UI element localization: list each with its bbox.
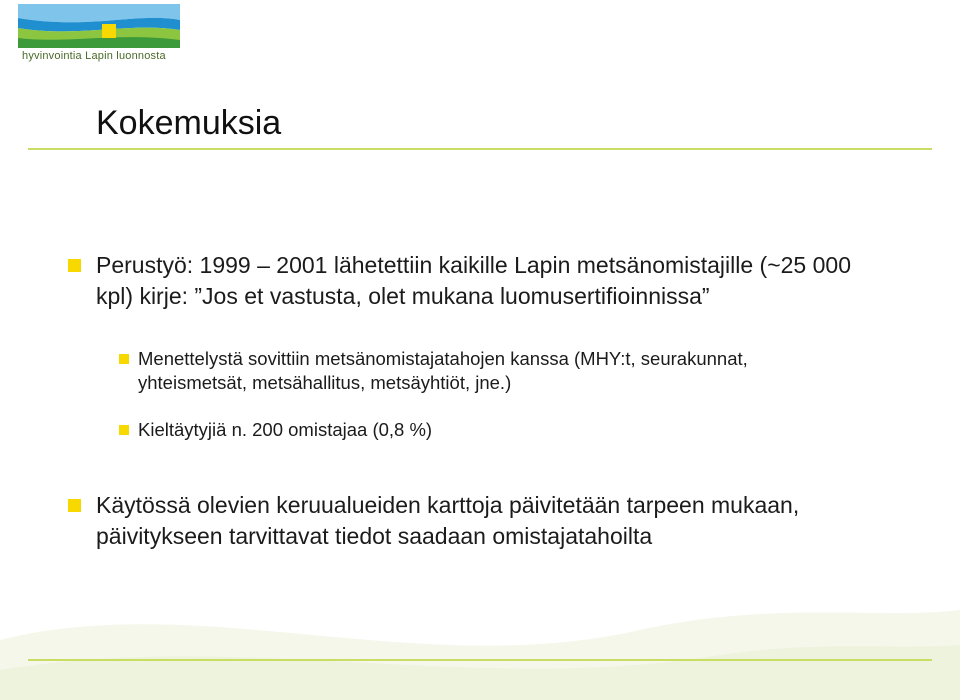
bullet-text-1: Perustyö: 1999 – 2001 lähetettiin kaikille Lapin metsänomistajille (~25 000 kpl) kirje: ”Jos et vastusta, olet mukana luomusertifioinnissa” — [96, 252, 851, 309]
bullet-item-1 — [68, 250, 868, 312]
logo-landscape-graphic — [18, 4, 180, 48]
bullet-item-2 — [68, 490, 858, 552]
footer-divider — [28, 659, 932, 661]
square-bullet-icon — [68, 259, 81, 272]
bullet-text-2: Käytössä olevien keruualueiden karttoja päivitetään tarpeen mukaan, päivitykseen tarvittavat tiedot saadaan omistajatahoilta — [96, 492, 800, 549]
title-divider — [28, 148, 932, 150]
sub-bullet-item-2 — [119, 418, 819, 442]
square-bullet-icon — [68, 499, 81, 512]
logo-tagline: hyvinvointia Lapin luonnosta — [22, 50, 166, 62]
slide-title: Kokemuksia — [96, 104, 282, 142]
sub-bullet-item-1 — [119, 347, 819, 395]
sub-bullet-text-2: Kieltäytyjiä n. 200 omistajaa (0,8 %) — [138, 419, 433, 440]
sub-bullet-text-1: Menettelystä sovittiin metsänomistajatahojen kanssa (MHY:t, seurakunnat, yhteismetsät, metsähallitus, metsäyhtiöt, jne.) — [138, 348, 748, 393]
square-bullet-icon — [119, 425, 129, 435]
square-bullet-icon — [119, 354, 129, 364]
logo — [18, 4, 180, 66]
background-wave-decoration — [0, 560, 960, 700]
